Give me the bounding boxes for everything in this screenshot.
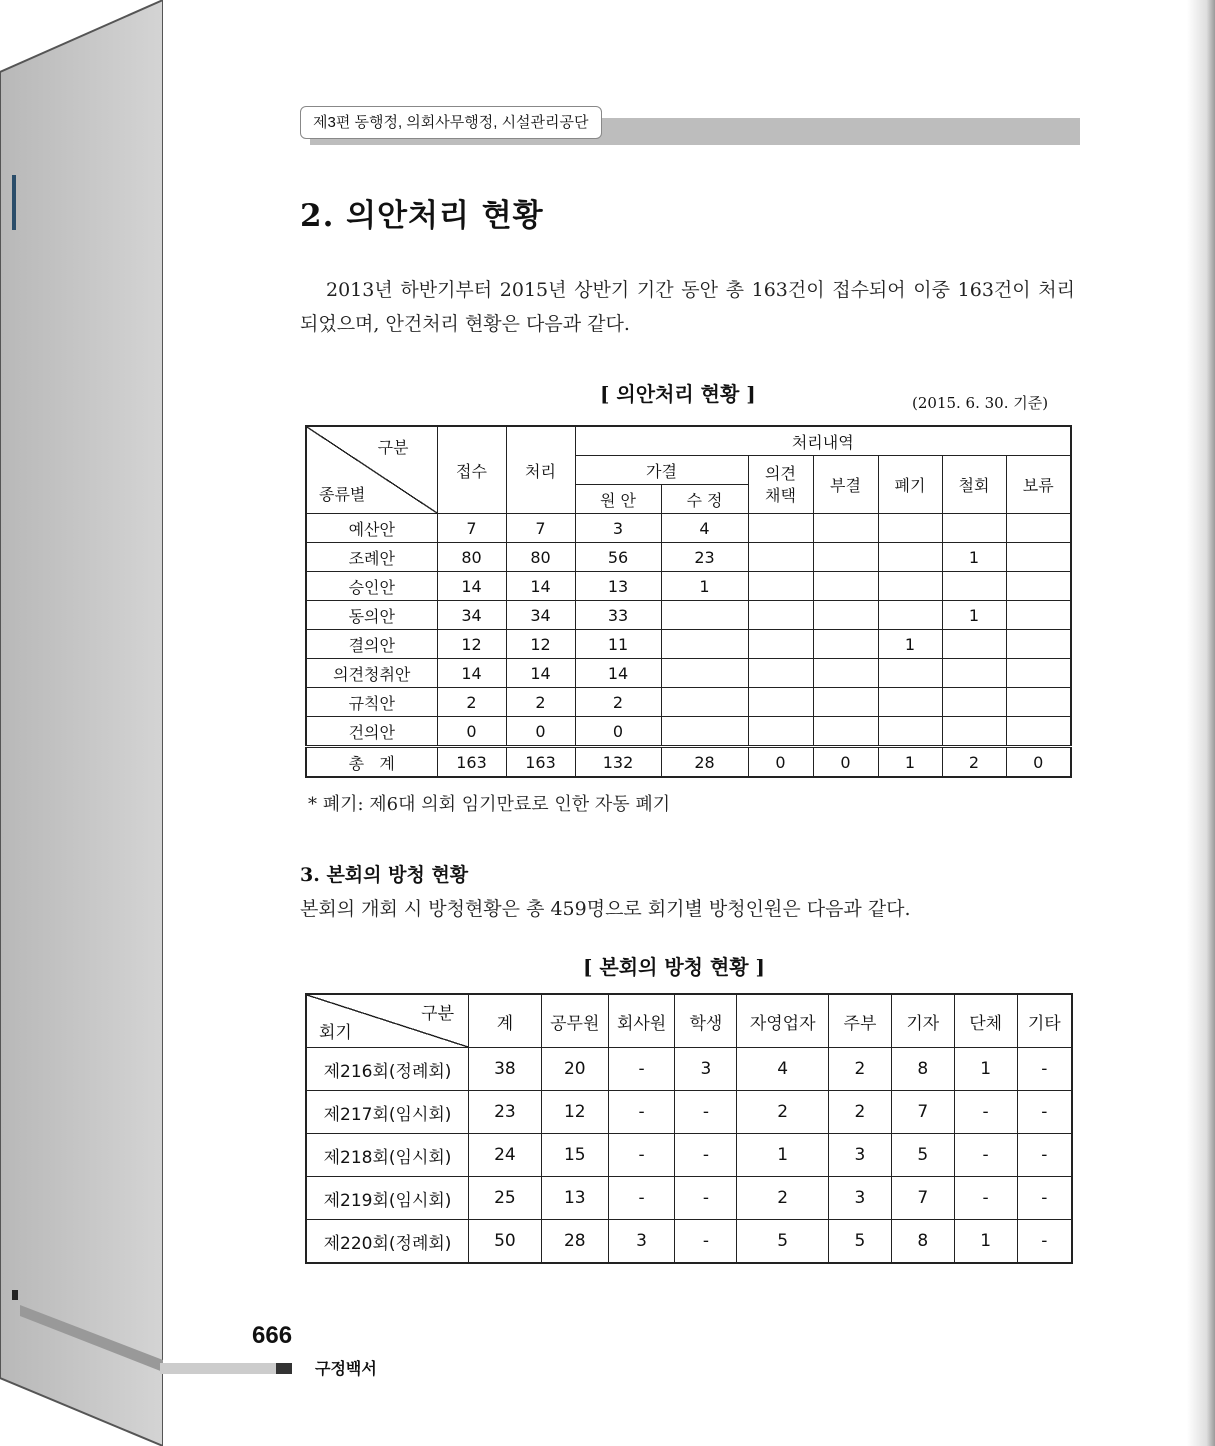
table-cell <box>942 659 1006 688</box>
table-cell <box>813 572 878 601</box>
table-cell: 5 <box>829 1220 892 1264</box>
table-cell: - <box>608 1091 675 1134</box>
table-cell: 23 <box>469 1091 542 1134</box>
table-row <box>306 601 1071 630</box>
table-cell: 3 <box>829 1134 892 1177</box>
table-cell: 14 <box>437 659 506 688</box>
table-cell: 38 <box>469 1048 542 1091</box>
table-cell: 20 <box>541 1048 608 1091</box>
row-label: 의견청취안 <box>306 659 437 688</box>
table-cell <box>878 514 942 543</box>
table-row <box>306 630 1071 659</box>
table-cell: 24 <box>469 1134 542 1177</box>
column-header: 기자 <box>891 994 954 1048</box>
column-header: 회사원 <box>608 994 675 1048</box>
table-cell: 7 <box>437 514 506 543</box>
table-cell <box>1006 717 1071 747</box>
session-label: 제218회(임시회) <box>306 1134 469 1177</box>
table-cell: 3 <box>829 1177 892 1220</box>
table-cell <box>878 688 942 717</box>
col-original: 원 안 <box>575 485 661 514</box>
table-cell: 1 <box>737 1134 829 1177</box>
table-cell <box>878 601 942 630</box>
table-cell: - <box>675 1091 737 1134</box>
section-2-title: 2. 의안처리 현황 <box>300 198 544 234</box>
table-cell: 14 <box>575 659 661 688</box>
table-cell: 163 <box>437 747 506 778</box>
corner-bottom-label: 종류별 <box>319 485 366 504</box>
table-cell: 11 <box>575 630 661 659</box>
table-cell <box>661 601 748 630</box>
book-title: 구정백서 <box>315 1359 377 1378</box>
table-cell: - <box>608 1177 675 1220</box>
table-cell: 132 <box>575 747 661 778</box>
table-cell: - <box>1017 1048 1072 1091</box>
table-cell: 2 <box>737 1091 829 1134</box>
table-cell: 3 <box>608 1220 675 1264</box>
table-cell: - <box>1017 1134 1072 1177</box>
table-cell <box>748 601 813 630</box>
table-cell <box>813 717 878 747</box>
table-2-caption: [ 본회의 방청 현황 ] <box>583 955 766 979</box>
table-cell <box>942 572 1006 601</box>
table-row <box>306 717 1071 747</box>
col-withdrawn: 철회 <box>942 456 1006 514</box>
table-cell: - <box>1017 1177 1072 1220</box>
table-cell <box>661 630 748 659</box>
table-cell: - <box>675 1220 737 1264</box>
table-row <box>306 572 1071 601</box>
table-cell: - <box>608 1134 675 1177</box>
table-cell <box>1006 572 1071 601</box>
table-cell <box>813 688 878 717</box>
chapter-header: 제3편 동행정, 의회사무행정, 시설관리공단 <box>300 106 602 139</box>
col-processed: 처리 <box>506 426 575 514</box>
table-cell <box>661 659 748 688</box>
col-amended: 수 정 <box>661 485 748 514</box>
table-cell <box>748 543 813 572</box>
table-cell: 7 <box>891 1177 954 1220</box>
table-1-corner <box>306 426 437 514</box>
session-label: 제217회(임시회) <box>306 1091 469 1134</box>
section-3-paragraph: 본회의 개회 시 방청현황은 총 459명으로 회기별 방청인원은 다음과 같다. <box>300 898 911 920</box>
col-passed: 가결 <box>575 456 748 485</box>
table-cell <box>748 717 813 747</box>
table-cell <box>813 543 878 572</box>
gallery-attendance-table <box>305 993 1073 1264</box>
table-cell: 28 <box>541 1220 608 1264</box>
row-label: 규칙안 <box>306 688 437 717</box>
table-cell <box>748 659 813 688</box>
book-spine <box>0 0 165 1446</box>
table-1-footnote: * 폐기: 제6대 의회 임기만료로 인한 자동 폐기 <box>308 794 671 815</box>
column-header: 학생 <box>675 994 737 1048</box>
table-cell: 163 <box>506 747 575 778</box>
table-cell: 28 <box>661 747 748 778</box>
table-row <box>306 1177 1072 1220</box>
table-cell <box>1006 514 1071 543</box>
table-cell <box>661 717 748 747</box>
table-cell <box>813 630 878 659</box>
col-group-processing-detail: 처리내역 <box>575 426 1071 456</box>
section-2-paragraph: 2013년 하반기부터 2015년 상반기 기간 동안 총 163건이 접수되어 이중 163건이 처리되었으며, 안건처리 현황은 다음과 같다. <box>300 279 1075 335</box>
table-cell: 34 <box>437 601 506 630</box>
table-cell: 2 <box>506 688 575 717</box>
table-cell <box>942 717 1006 747</box>
table-row <box>306 543 1071 572</box>
table-row <box>306 1091 1072 1134</box>
row-label: 예산안 <box>306 514 437 543</box>
table-cell: 12 <box>541 1091 608 1134</box>
row-label: 조례안 <box>306 543 437 572</box>
table-cell: 1 <box>878 630 942 659</box>
table-row <box>306 1048 1072 1091</box>
table-cell: 7 <box>506 514 575 543</box>
table-cell <box>813 601 878 630</box>
table-cell: 15 <box>541 1134 608 1177</box>
table-cell: 12 <box>437 630 506 659</box>
table-cell: 2 <box>829 1091 892 1134</box>
table-cell: - <box>954 1177 1017 1220</box>
col-rejected: 부결 <box>813 456 878 514</box>
table-cell: 4 <box>737 1048 829 1091</box>
table-cell <box>813 514 878 543</box>
row-label: 동의안 <box>306 601 437 630</box>
table-2-corner <box>306 994 469 1048</box>
section-3-title: 3. 본회의 방청 현황 <box>300 864 469 886</box>
page-edge-shadow <box>1187 0 1215 1446</box>
table-cell <box>878 659 942 688</box>
table-cell: 34 <box>506 601 575 630</box>
session-label: 제220회(정례회) <box>306 1220 469 1264</box>
table-cell: 5 <box>891 1134 954 1177</box>
table-cell: 56 <box>575 543 661 572</box>
column-header: 공무원 <box>541 994 608 1048</box>
col-pending: 보류 <box>1006 456 1071 514</box>
table-cell: 1 <box>661 572 748 601</box>
table-cell: 8 <box>891 1048 954 1091</box>
footer-marker <box>276 1363 292 1374</box>
table-row <box>306 1220 1072 1264</box>
row-label: 총 계 <box>306 747 437 778</box>
table-cell <box>748 572 813 601</box>
table-cell <box>748 630 813 659</box>
table-cell: - <box>954 1134 1017 1177</box>
table-cell: 2 <box>829 1048 892 1091</box>
table-cell: 50 <box>469 1220 542 1264</box>
corner-bottom-label: 회기 <box>319 1023 352 1043</box>
table-cell <box>942 630 1006 659</box>
table-cell: 12 <box>506 630 575 659</box>
table-cell: 33 <box>575 601 661 630</box>
column-header: 주부 <box>829 994 892 1048</box>
session-label: 제216회(정례회) <box>306 1048 469 1091</box>
table-cell <box>748 514 813 543</box>
table-cell: 23 <box>661 543 748 572</box>
table-cell: - <box>1017 1220 1072 1264</box>
bill-processing-table <box>305 425 1072 778</box>
table-cell: 1 <box>942 601 1006 630</box>
row-label: 결의안 <box>306 630 437 659</box>
table-cell: 7 <box>891 1091 954 1134</box>
table-cell: 0 <box>575 717 661 747</box>
table-cell: 25 <box>469 1177 542 1220</box>
table-cell: 0 <box>813 747 878 778</box>
table-cell <box>1006 688 1071 717</box>
table-cell <box>1006 601 1071 630</box>
table-1-basis-date: (2015. 6. 30. 기준) <box>912 394 1049 412</box>
table-cell: - <box>608 1048 675 1091</box>
table-cell <box>661 688 748 717</box>
table-cell: 3 <box>575 514 661 543</box>
table-1-caption: [ 의안처리 현황 ] <box>600 382 756 406</box>
row-label: 건의안 <box>306 717 437 747</box>
table-row <box>306 688 1071 717</box>
table-cell <box>878 543 942 572</box>
table-cell: 2 <box>942 747 1006 778</box>
table-row <box>306 659 1071 688</box>
table-cell <box>1006 543 1071 572</box>
column-header: 자영업자 <box>737 994 829 1048</box>
table-cell: 13 <box>541 1177 608 1220</box>
row-label: 승인안 <box>306 572 437 601</box>
table-cell <box>942 688 1006 717</box>
table-cell <box>748 688 813 717</box>
table-cell: - <box>675 1177 737 1220</box>
table-cell: 4 <box>661 514 748 543</box>
table-cell: 1 <box>942 543 1006 572</box>
corner-top-label: 구분 <box>421 1004 455 1024</box>
table-cell: 2 <box>437 688 506 717</box>
table-cell: - <box>675 1134 737 1177</box>
table-cell <box>813 659 878 688</box>
table-cell: 1 <box>954 1048 1017 1091</box>
table-cell: 13 <box>575 572 661 601</box>
table-cell: 14 <box>506 659 575 688</box>
table-cell: 14 <box>506 572 575 601</box>
total-row <box>306 747 1071 778</box>
table-cell <box>1006 659 1071 688</box>
column-header: 기타 <box>1017 994 1072 1048</box>
table-cell: 0 <box>748 747 813 778</box>
footer-bar <box>160 1363 292 1374</box>
table-cell: 0 <box>506 717 575 747</box>
table-cell: 8 <box>891 1220 954 1264</box>
table-cell: 2 <box>737 1177 829 1220</box>
col-received: 접수 <box>437 426 506 514</box>
table-cell: 80 <box>437 543 506 572</box>
table-row <box>306 514 1071 543</box>
table-cell: 3 <box>675 1048 737 1091</box>
table-cell: 0 <box>437 717 506 747</box>
table-cell <box>878 717 942 747</box>
table-cell: - <box>954 1091 1017 1134</box>
column-header: 계 <box>469 994 542 1048</box>
table-cell: 14 <box>437 572 506 601</box>
table-cell: - <box>1017 1091 1072 1134</box>
table-cell: 5 <box>737 1220 829 1264</box>
corner-top-label: 구분 <box>377 438 409 457</box>
table-cell <box>942 514 1006 543</box>
table-cell: 2 <box>575 688 661 717</box>
page-number: 666 <box>252 1322 293 1349</box>
column-header: 단체 <box>954 994 1017 1048</box>
table-cell <box>1006 630 1071 659</box>
table-cell: 1 <box>954 1220 1017 1264</box>
table-cell: 1 <box>878 747 942 778</box>
col-discarded: 폐기 <box>878 456 942 514</box>
table-cell: 0 <box>1006 747 1071 778</box>
table-cell: 80 <box>506 543 575 572</box>
table-cell <box>878 572 942 601</box>
col-opinion-adopted: 의견 채택 <box>748 456 813 514</box>
session-label: 제219회(임시회) <box>306 1177 469 1220</box>
table-row <box>306 1134 1072 1177</box>
